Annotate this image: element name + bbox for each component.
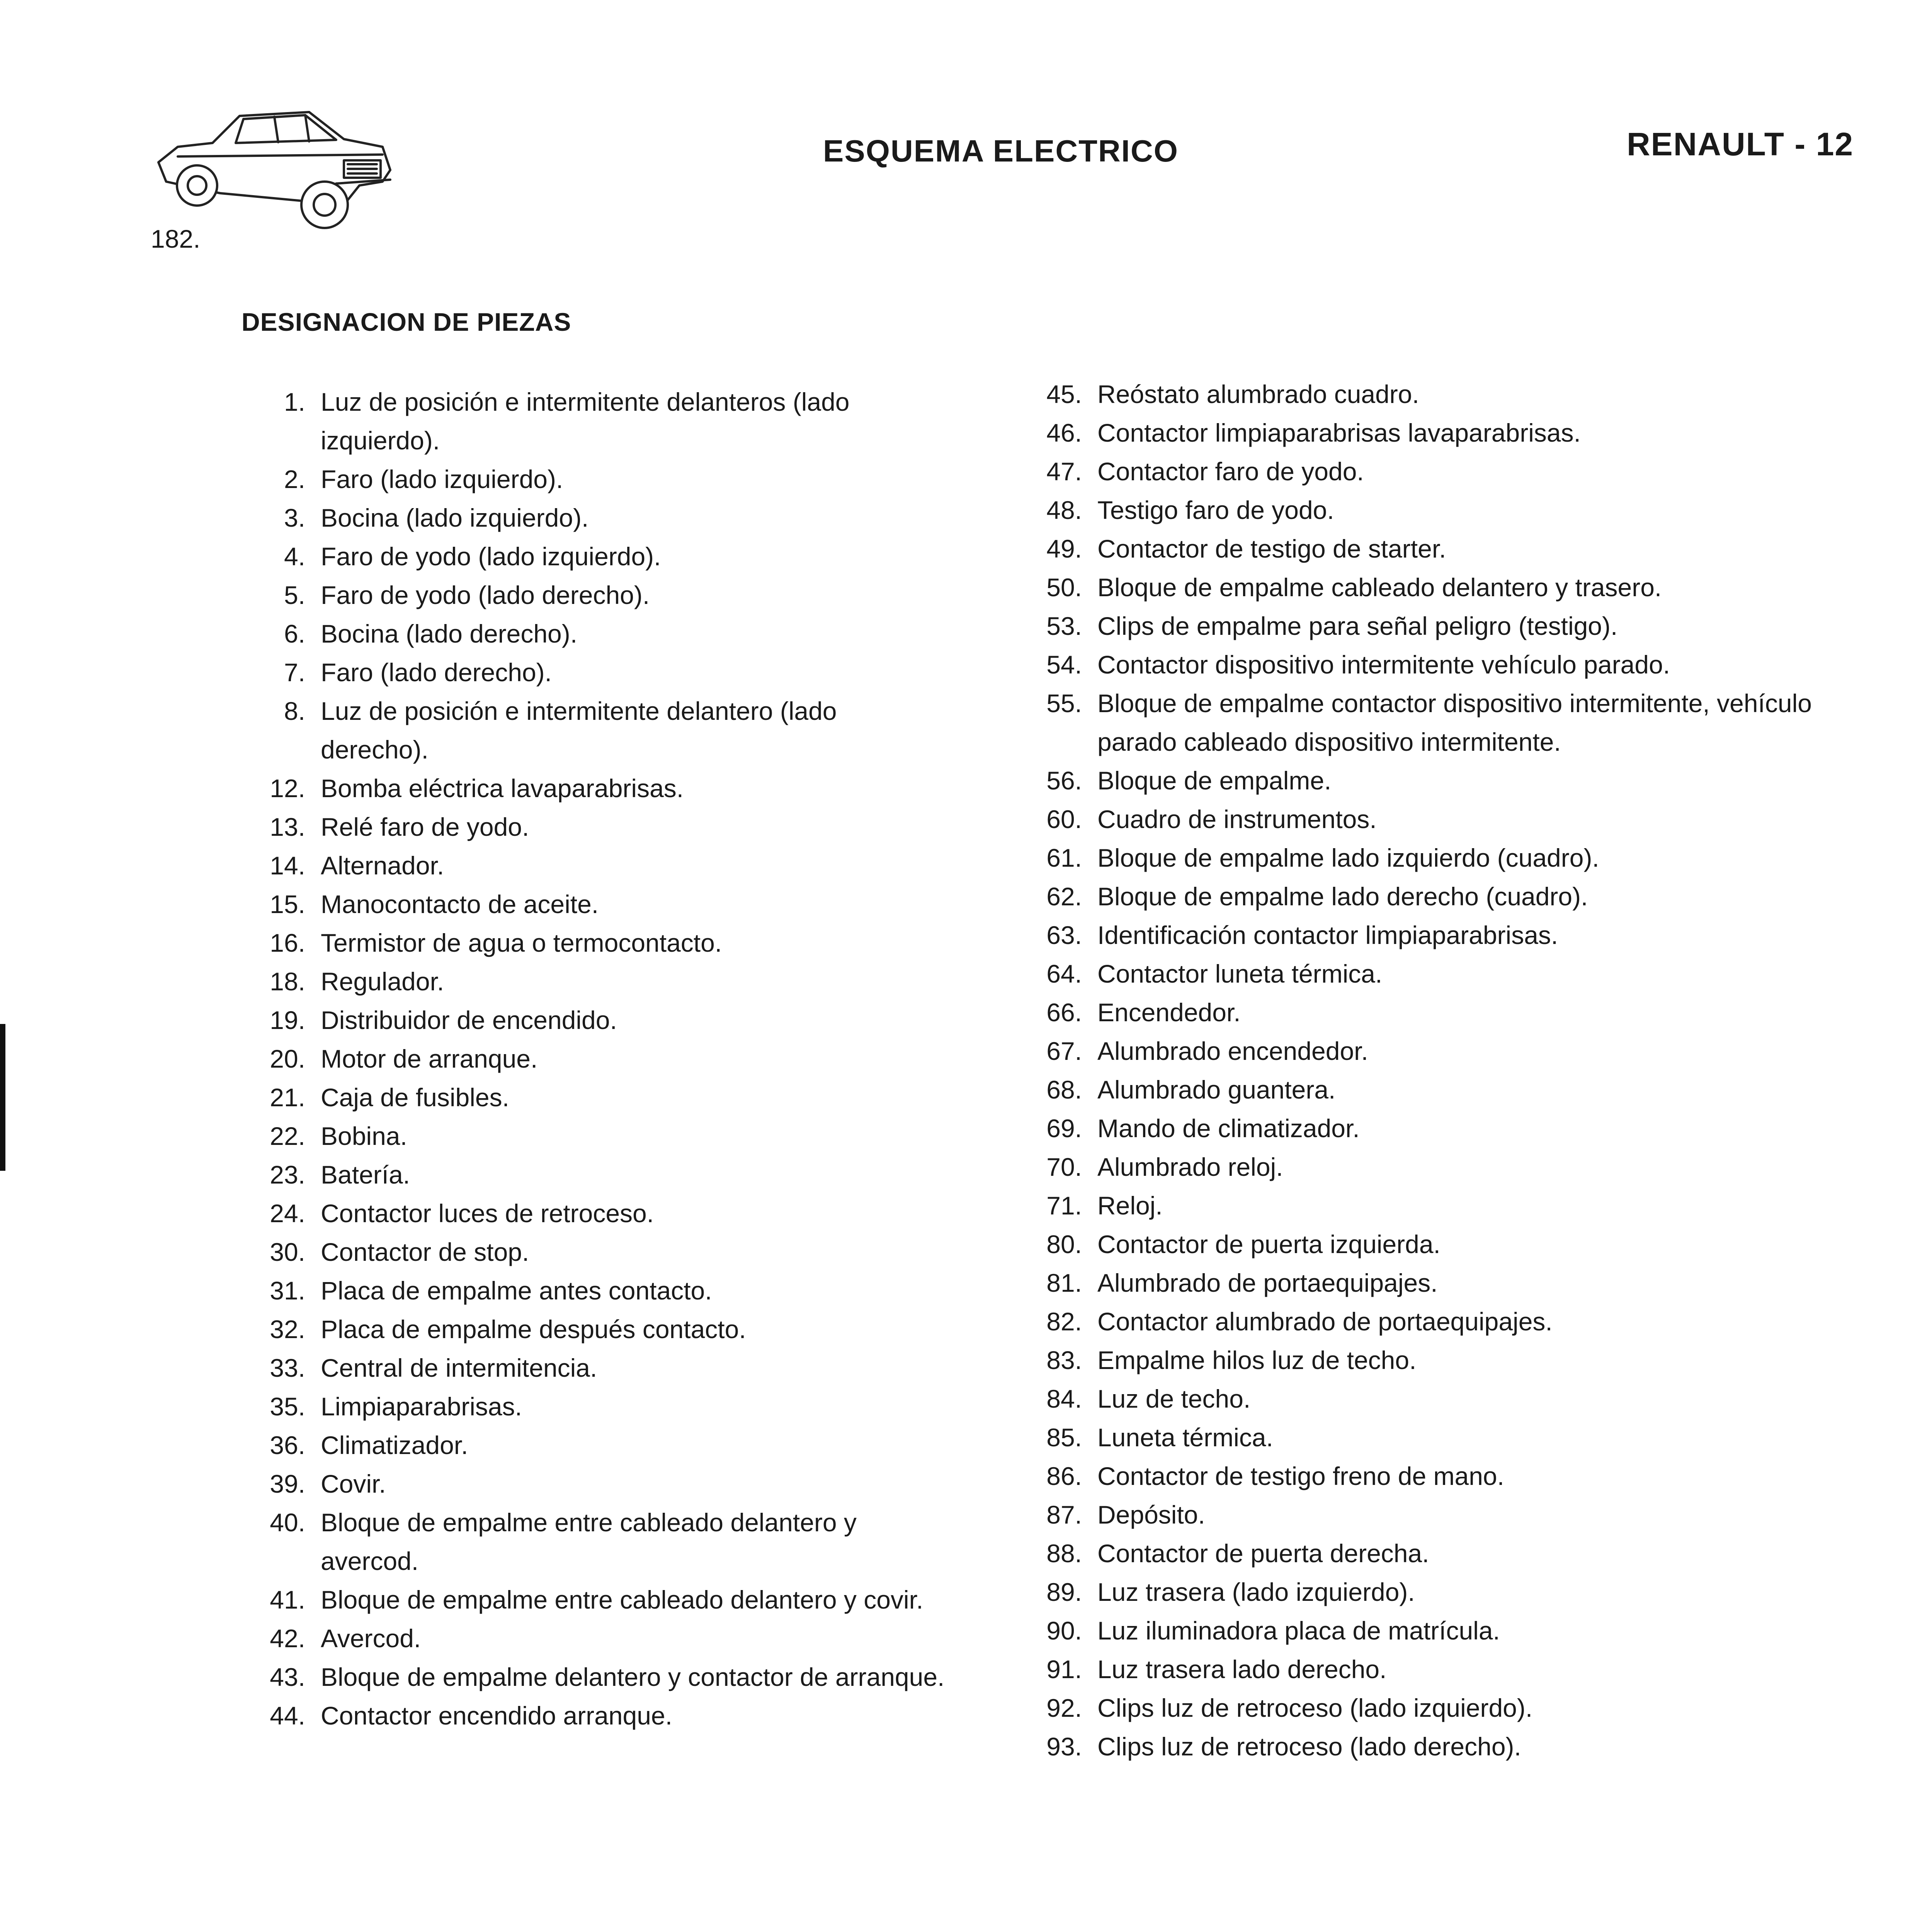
part-description: Placa de empalme antes contacto. — [321, 1276, 712, 1305]
part-item — [216, 1194, 951, 1233]
part-item — [1020, 1727, 1855, 1766]
part-number: 92. — [1046, 1694, 1082, 1722]
part-description: Placa de empalme después contacto. — [321, 1315, 746, 1344]
part-description: Relé faro de yodo. — [321, 813, 529, 841]
part-number: 81. — [1046, 1269, 1082, 1297]
part-item — [216, 885, 951, 923]
part-description: Distribuidor de encendido. — [321, 1006, 617, 1034]
part-number: 46. — [1046, 418, 1082, 447]
part-item — [216, 962, 951, 1001]
part-number: 88. — [1046, 1539, 1082, 1568]
part-description: Faro (lado izquierdo). — [321, 465, 563, 493]
part-item — [1020, 1418, 1855, 1457]
parts-section-title: DESIGNACION DE PIEZAS — [242, 308, 571, 336]
parts-list-right — [1020, 375, 1855, 1766]
part-number: 21. — [270, 1083, 305, 1112]
part-number: 2. — [284, 465, 305, 493]
part-description: Testigo faro de yodo. — [1097, 496, 1334, 524]
part-item — [1020, 568, 1855, 607]
part-item — [216, 1039, 951, 1078]
page-number: 182. — [151, 224, 201, 253]
part-description: Bloque de empalme entre cableado delantero y covir. — [321, 1585, 923, 1614]
part-item — [1020, 1264, 1855, 1302]
part-item — [216, 1503, 951, 1580]
part-description: Alternador. — [321, 851, 444, 880]
part-description: Contactor de puerta izquierda. — [1097, 1230, 1440, 1259]
part-description: Luz de posición e intermitente delantero (lado derecho). — [321, 697, 837, 764]
part-number: 7. — [284, 658, 305, 687]
part-description: Contactor luces de retroceso. — [321, 1199, 654, 1228]
part-description: Alumbrado guantera. — [1097, 1075, 1336, 1104]
part-item — [216, 1310, 951, 1349]
part-description: Bobina. — [321, 1122, 407, 1150]
part-item — [1020, 1650, 1855, 1689]
part-number: 85. — [1046, 1423, 1082, 1452]
part-description: Bloque de empalme delantero y contactor de arranque. — [321, 1663, 945, 1691]
part-number: 61. — [1046, 844, 1082, 872]
part-item — [216, 923, 951, 962]
part-description: Batería. — [321, 1160, 410, 1189]
part-number: 68. — [1046, 1075, 1082, 1104]
part-number: 19. — [270, 1006, 305, 1034]
part-number: 53. — [1046, 612, 1082, 640]
part-item — [1020, 761, 1855, 800]
part-number: 60. — [1046, 805, 1082, 833]
part-description: Avercod. — [321, 1624, 421, 1653]
part-number: 22. — [270, 1122, 305, 1150]
part-description: Luz de posición e intermitente delanteros (lado izquierdo). — [321, 388, 850, 455]
part-number: 67. — [1046, 1037, 1082, 1065]
part-number: 16. — [270, 929, 305, 957]
part-item — [1020, 529, 1855, 568]
part-number: 63. — [1046, 921, 1082, 949]
part-description: Faro de yodo (lado derecho). — [321, 581, 650, 609]
part-description: Contactor limpiaparabrisas lavaparabrisas. — [1097, 418, 1581, 447]
part-description: Contactor de testigo freno de mano. — [1097, 1462, 1504, 1490]
part-description: Contactor dispositivo intermitente vehículo parado. — [1097, 650, 1670, 679]
part-item — [1020, 800, 1855, 838]
part-number: 18. — [270, 967, 305, 996]
part-item — [216, 769, 951, 808]
part-description: Luz iluminadora placa de matrícula. — [1097, 1616, 1500, 1645]
part-item — [1020, 838, 1855, 877]
part-description: Empalme hilos luz de techo. — [1097, 1346, 1417, 1374]
part-number: 84. — [1046, 1384, 1082, 1413]
part-description: Bloque de empalme. — [1097, 766, 1332, 795]
part-number: 82. — [1046, 1307, 1082, 1336]
scan-edge-mark — [0, 1024, 5, 1171]
part-description: Contactor de stop. — [321, 1238, 529, 1266]
part-item — [1020, 954, 1855, 993]
part-number: 89. — [1046, 1578, 1082, 1606]
parts-list-left — [216, 383, 951, 1735]
part-item — [1020, 684, 1855, 761]
part-description: Alumbrado de portaequipajes. — [1097, 1269, 1438, 1297]
part-number: 86. — [1046, 1462, 1082, 1490]
part-number: 91. — [1046, 1655, 1082, 1684]
part-item — [1020, 1225, 1855, 1264]
part-number: 39. — [270, 1469, 305, 1498]
part-number: 47. — [1046, 457, 1082, 486]
part-description: Contactor alumbrado de portaequipajes. — [1097, 1307, 1553, 1336]
part-item — [216, 1155, 951, 1194]
part-number: 32. — [270, 1315, 305, 1344]
part-description: Alumbrado encendedor. — [1097, 1037, 1368, 1065]
part-description: Manocontacto de aceite. — [321, 890, 599, 918]
part-item — [1020, 413, 1855, 452]
part-number: 66. — [1046, 998, 1082, 1027]
part-item — [1020, 607, 1855, 645]
part-description: Contactor faro de yodo. — [1097, 457, 1364, 486]
part-description: Faro (lado derecho). — [321, 658, 552, 687]
part-number: 13. — [270, 813, 305, 841]
part-number: 56. — [1046, 766, 1082, 795]
part-number: 70. — [1046, 1153, 1082, 1181]
part-item — [216, 1233, 951, 1271]
part-description: Encendedor. — [1097, 998, 1241, 1027]
part-number: 42. — [270, 1624, 305, 1653]
part-number: 83. — [1046, 1346, 1082, 1374]
part-number: 30. — [270, 1238, 305, 1266]
part-description: Contactor encendido arranque. — [321, 1701, 672, 1730]
part-description: Caja de fusibles. — [321, 1083, 509, 1112]
part-item — [216, 1696, 951, 1735]
part-item — [1020, 877, 1855, 916]
part-description: Bloque de empalme lado izquierdo (cuadro). — [1097, 844, 1599, 872]
part-number: 33. — [270, 1354, 305, 1382]
header-title: ESQUEMA ELECTRICO — [823, 134, 1179, 168]
part-item — [216, 614, 951, 653]
part-number: 15. — [270, 890, 305, 918]
part-number: 1. — [284, 388, 305, 416]
part-item — [216, 1580, 951, 1619]
part-item — [1020, 993, 1855, 1032]
part-description: Bloque de empalme contactor dispositivo intermitente, vehículo parado cableado dispositivo intermitente. — [1097, 689, 1812, 756]
part-description: Central de intermitencia. — [321, 1354, 597, 1382]
part-item — [216, 1117, 951, 1155]
part-description: Cuadro de instrumentos. — [1097, 805, 1377, 833]
part-description: Faro de yodo (lado izquierdo). — [321, 542, 661, 571]
part-item — [216, 1001, 951, 1039]
part-number: 71. — [1046, 1191, 1082, 1220]
part-description: Bomba eléctrica lavaparabrisas. — [321, 774, 684, 803]
part-item — [1020, 1573, 1855, 1611]
part-description: Clips luz de retroceso (lado derecho). — [1097, 1732, 1521, 1761]
part-number: 12. — [270, 774, 305, 803]
part-description: Bloque de empalme lado derecho (cuadro). — [1097, 882, 1588, 911]
part-number: 5. — [284, 581, 305, 609]
part-number: 31. — [270, 1276, 305, 1305]
part-item — [216, 1078, 951, 1117]
part-description: Covir. — [321, 1469, 386, 1498]
part-item — [216, 1349, 951, 1387]
part-description: Luz trasera lado derecho. — [1097, 1655, 1387, 1684]
part-item — [216, 692, 951, 769]
part-description: Luz trasera (lado izquierdo). — [1097, 1578, 1415, 1606]
part-number: 93. — [1046, 1732, 1082, 1761]
part-number: 24. — [270, 1199, 305, 1228]
part-number: 40. — [270, 1508, 305, 1537]
part-number: 80. — [1046, 1230, 1082, 1259]
part-description: Contactor luneta térmica. — [1097, 959, 1383, 988]
part-number: 64. — [1046, 959, 1082, 988]
part-description: Regulador. — [321, 967, 444, 996]
part-item — [1020, 916, 1855, 954]
part-item — [216, 1464, 951, 1503]
part-description: Bloque de empalme cableado delantero y trasero. — [1097, 573, 1662, 602]
part-number: 44. — [270, 1701, 305, 1730]
part-item — [1020, 1495, 1855, 1534]
brand-title: RENAULT - 12 — [1627, 126, 1854, 162]
part-description: Clips de empalme para señal peligro (testigo). — [1097, 612, 1618, 640]
part-number: 6. — [284, 619, 305, 648]
part-item — [1020, 1341, 1855, 1379]
part-description: Contactor de puerta derecha. — [1097, 1539, 1429, 1568]
part-number: 62. — [1046, 882, 1082, 911]
part-number: 3. — [284, 503, 305, 532]
part-number: 90. — [1046, 1616, 1082, 1645]
part-item — [216, 1271, 951, 1310]
part-description: Reloj. — [1097, 1191, 1163, 1220]
part-item — [216, 498, 951, 537]
part-item — [216, 1387, 951, 1426]
part-number: 20. — [270, 1044, 305, 1073]
part-description: Limpiaparabrisas. — [321, 1392, 522, 1421]
part-item — [1020, 1148, 1855, 1186]
part-item — [216, 537, 951, 576]
part-number: 69. — [1046, 1114, 1082, 1143]
part-number: 54. — [1046, 650, 1082, 679]
part-item — [216, 808, 951, 846]
part-number: 45. — [1046, 380, 1082, 408]
part-description: Clips luz de retroceso (lado izquierdo). — [1097, 1694, 1533, 1722]
part-item — [216, 460, 951, 498]
part-number: 55. — [1046, 689, 1082, 718]
part-item — [1020, 1109, 1855, 1148]
part-description: Alumbrado reloj. — [1097, 1153, 1283, 1181]
part-description: Reóstato alumbrado cuadro. — [1097, 380, 1419, 408]
part-description: Climatizador. — [321, 1431, 468, 1459]
part-item — [1020, 1534, 1855, 1573]
part-description: Depósito. — [1097, 1500, 1205, 1529]
part-number: 8. — [284, 697, 305, 725]
part-number: 35. — [270, 1392, 305, 1421]
part-description: Bocina (lado derecho). — [321, 619, 578, 648]
part-description: Termistor de agua o termocontacto. — [321, 929, 722, 957]
part-number: 50. — [1046, 573, 1082, 602]
car-illustration — [143, 89, 398, 240]
part-description: Luz de techo. — [1097, 1384, 1251, 1413]
part-item — [1020, 645, 1855, 684]
part-number: 43. — [270, 1663, 305, 1691]
part-description: Bocina (lado izquierdo). — [321, 503, 589, 532]
part-item — [1020, 1689, 1855, 1727]
part-item — [1020, 491, 1855, 529]
part-number: 41. — [270, 1585, 305, 1614]
part-item — [1020, 1379, 1855, 1418]
part-number: 48. — [1046, 496, 1082, 524]
part-description: Contactor de testigo de starter. — [1097, 534, 1446, 563]
part-item — [1020, 1186, 1855, 1225]
part-item — [216, 1619, 951, 1658]
part-description: Motor de arranque. — [321, 1044, 538, 1073]
part-item — [1020, 1070, 1855, 1109]
part-item — [216, 1426, 951, 1464]
part-item — [216, 383, 951, 460]
part-number: 14. — [270, 851, 305, 880]
part-description: Mando de climatizador. — [1097, 1114, 1360, 1143]
part-description: Identificación contactor limpiaparabrisas. — [1097, 921, 1558, 949]
part-item — [1020, 452, 1855, 491]
part-description: Luneta térmica. — [1097, 1423, 1273, 1452]
part-item — [1020, 1302, 1855, 1341]
part-number: 87. — [1046, 1500, 1082, 1529]
part-item — [1020, 1611, 1855, 1650]
part-number: 36. — [270, 1431, 305, 1459]
part-item — [1020, 1032, 1855, 1070]
part-description: Bloque de empalme entre cableado delantero y avercod. — [321, 1508, 857, 1575]
part-item — [216, 653, 951, 692]
part-item — [1020, 375, 1855, 413]
part-item — [216, 1658, 951, 1696]
part-number: 4. — [284, 542, 305, 571]
part-item — [216, 846, 951, 885]
part-item — [1020, 1457, 1855, 1495]
part-item — [216, 576, 951, 614]
part-number: 23. — [270, 1160, 305, 1189]
part-number: 49. — [1046, 534, 1082, 563]
